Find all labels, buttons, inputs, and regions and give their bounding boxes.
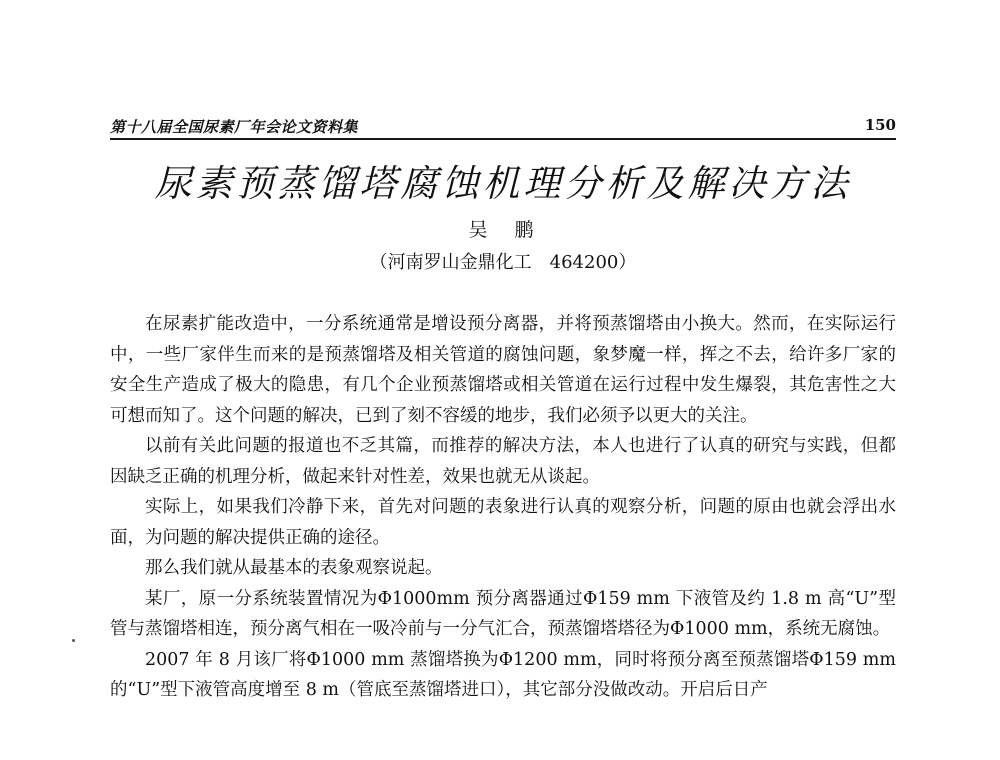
paragraph: 以前有关此问题的报道也不乏其篇，而推荐的解决方法，本人也进行了认真的研究与实践，但都因缺乏正确的机理分析，做起来针对性差，效果也就无从谈起。 — [110, 436, 896, 487]
running-title: 第十八届全国尿素厂年会论文资料集 — [110, 118, 359, 136]
author-name: 吴 鹏 — [468, 219, 538, 241]
author-affiliation: （河南罗山金鼎化工 464200） — [369, 252, 637, 273]
scan-speck — [72, 639, 75, 642]
paragraph: 在尿素扩能改造中，一分系统通常是增设预分离器，并将预蒸馏塔由小换大。然而，在实际运行中，一些厂家伴生而来的是预蒸馏塔及相关管道的腐蚀问题，象梦魔一样，挥之不去，给许多厂家的安全生产造成了极大的隐患，有几个企业预蒸馏塔或相关管道在运行过程中发生爆裂，其危害性之大可想而知了。这个问题的解决，已到了刻不容缓的地步，我们必须予以更大的关注。 — [110, 314, 896, 426]
page-number: 150 — [864, 116, 896, 134]
paragraph: 实际上，如果我们冷静下来，首先对问题的表象进行认真的观察分析，问题的原由也就会浮出水面，为问题的解决提供正确的途径。 — [110, 497, 896, 548]
paragraph: 那么我们就从最基本的表象观察说起。 — [145, 558, 443, 578]
paragraph: 某厂，原一分系统装置情况为Φ1000mm 预分离器通过Φ159 mm 下液管及约 1.8 m 高“U”型管与蒸馏塔相连，预分离气相在一吸冷前与一分气汇合，预蒸馏塔塔径为Φ1000 mm，系统无腐蚀。 — [110, 588, 896, 639]
paragraph: 2007 年 8 月该厂将Φ1000 mm 蒸馏塔换为Φ1200 mm，同时将预分离至预蒸馏塔Φ159 mm 的“U”型下液管高度增至 8 m（管底至蒸馏塔进口），其它部分没做改动。开启后日产 — [110, 649, 896, 700]
paper-title: 尿素预蒸馏塔腐蚀机理分析及解决方法 — [154, 162, 852, 205]
body-text — [110, 309, 896, 706]
running-header — [110, 116, 896, 140]
